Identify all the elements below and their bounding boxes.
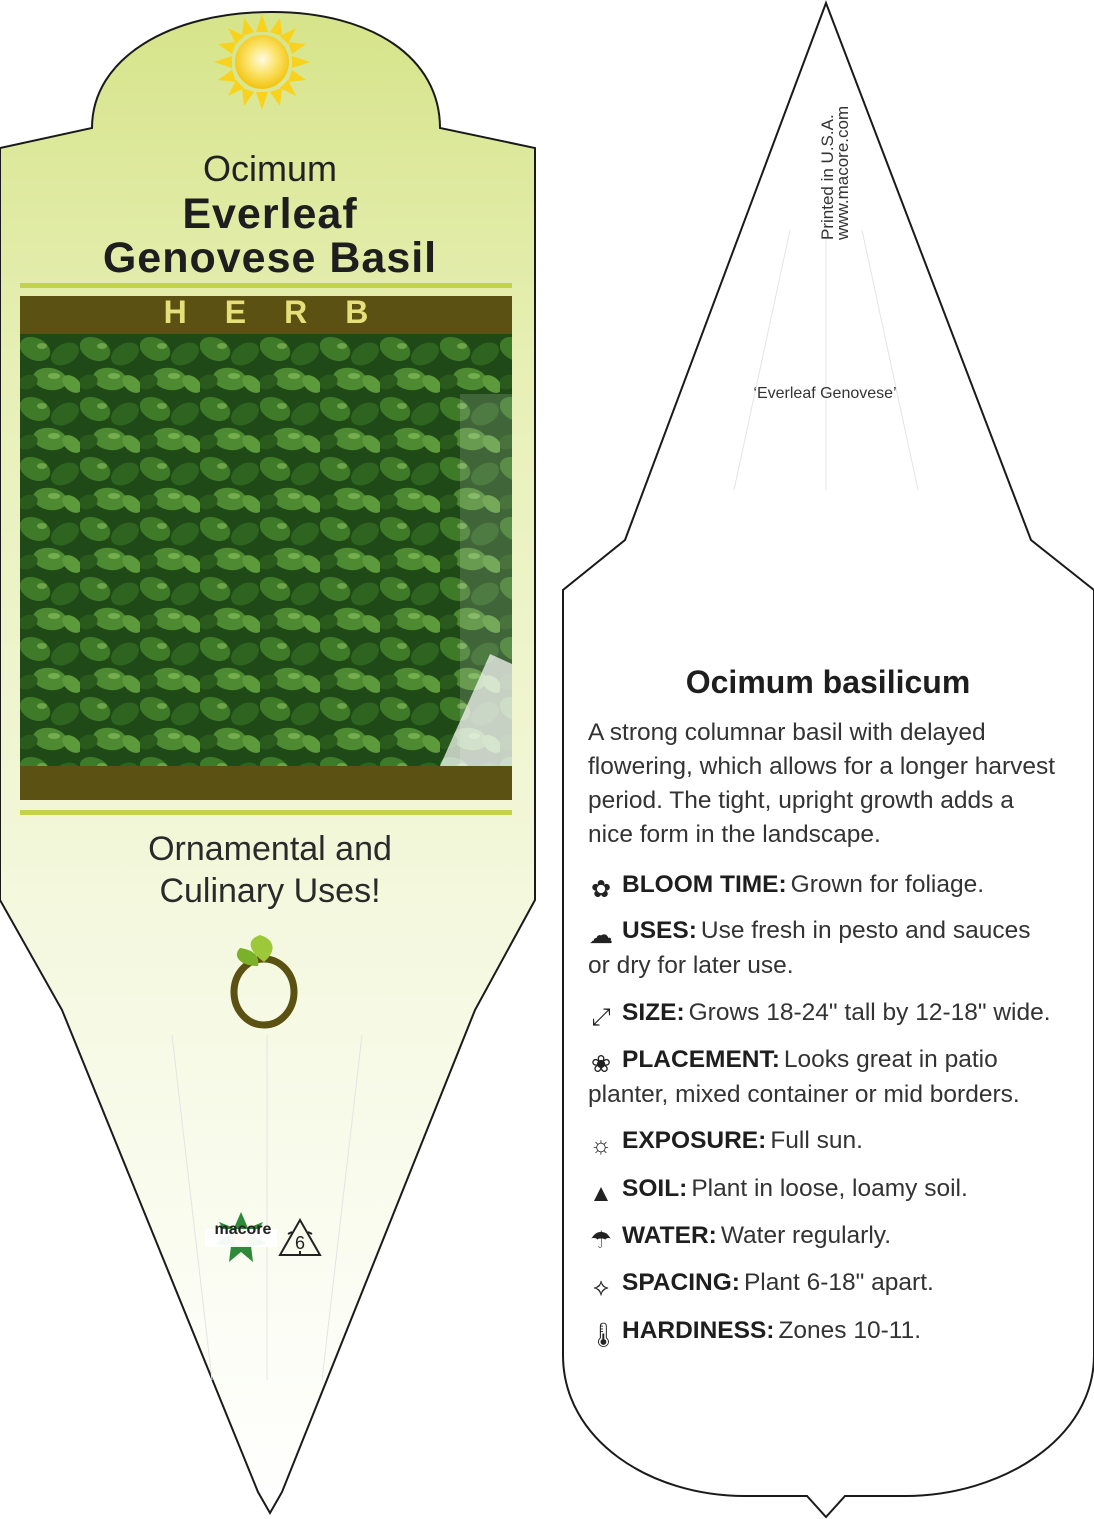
genus-name: Ocimum <box>203 148 337 189</box>
website-label: www.macore.com <box>833 105 852 240</box>
attr-value: Grown for foliage. <box>790 871 985 898</box>
tagline-line1: Ornamental and <box>148 830 392 868</box>
attr-label: SIZE: <box>622 999 685 1026</box>
tagline-line2: Culinary Uses! <box>159 872 381 910</box>
thermometer-icon: 🌡 <box>588 1322 619 1349</box>
attr-value: Full sun. <box>770 1127 863 1154</box>
brand-name: macore <box>214 1221 272 1238</box>
attr-placement <box>588 1043 1058 1112</box>
sun-icon <box>214 14 310 110</box>
attr-bloom-time <box>588 868 1058 903</box>
attr-spacing <box>588 1266 1058 1301</box>
recycle-code: 6 <box>294 1233 305 1253</box>
category-label: HERB <box>163 294 407 330</box>
attr-uses <box>588 914 1058 983</box>
common-name-line2: Genovese Basil <box>102 234 438 282</box>
attr-value: Grows 18-24" tall by 12-18" wide. <box>688 999 1051 1026</box>
plants-icon: ❀ <box>590 1051 612 1078</box>
soil-mound-icon: ▲ <box>589 1180 613 1207</box>
attr-exposure <box>588 1124 1058 1159</box>
attr-label: HARDINESS: <box>622 1317 775 1344</box>
basil-leaf-photo <box>20 334 512 766</box>
attr-label: EXPOSURE: <box>622 1127 767 1154</box>
attr-water <box>588 1219 1058 1254</box>
cultivar-name: ‘Everleaf Genovese’ <box>753 385 897 402</box>
attr-soil <box>588 1172 1058 1207</box>
size-arrows-icon: ⤢ <box>591 1004 611 1031</box>
attr-hardiness <box>588 1314 1058 1349</box>
attr-value: Plant in loose, loamy soil. <box>691 1175 968 1202</box>
attr-label: WATER: <box>622 1222 717 1249</box>
watering-can-icon: ☂ <box>590 1227 612 1254</box>
attr-label: SOIL: <box>622 1175 688 1202</box>
common-name-line1: Everleaf <box>182 190 358 238</box>
printed-in-label: Printed in U.S.A. <box>818 114 837 240</box>
seedlings-icon: ⟡ <box>593 1274 609 1301</box>
attr-value: Plant 6-18" apart. <box>743 1269 934 1296</box>
chef-hat-icon: ☁ <box>589 922 613 949</box>
attr-label: PLACEMENT: <box>622 1046 780 1073</box>
attr-value: Zones 10-11. <box>778 1317 922 1344</box>
attr-label: USES: <box>622 917 697 944</box>
lower-band <box>20 766 512 800</box>
attr-value: Looks great in patio planter, mixed container or mid borders. <box>588 1046 1020 1108</box>
sun-outline-icon: ☼ <box>590 1132 612 1159</box>
attr-label: SPACING: <box>622 1269 740 1296</box>
attr-size <box>588 996 1058 1031</box>
attr-value: Water regularly. <box>720 1222 891 1249</box>
attr-label: BLOOM TIME: <box>622 871 787 898</box>
plant-description: A strong columnar basil with delayed flowering, which allows for a longer harvest period. The tight, upright growth adds a nice form in the landscape. <box>588 719 1056 848</box>
flower-icon: ✿ <box>590 876 612 903</box>
species-name: Ocimum basilicum <box>685 664 971 700</box>
attr-value: Use fresh in pesto and sauces or dry for later use. <box>588 917 1031 979</box>
